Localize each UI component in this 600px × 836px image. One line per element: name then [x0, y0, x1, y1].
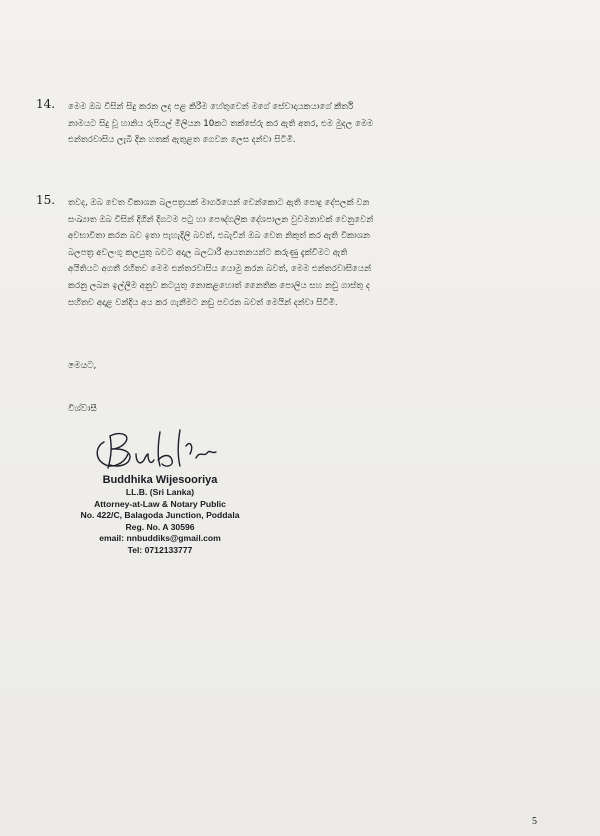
handwritten-signature — [90, 424, 240, 474]
paragraph-15-line-2: සංඛ්‍යාත ඔබ විසින් දිගින් දිගටම පටු හා පෞද්ගලික දේශපාලන වුවමනාවක් වෙනුවෙන් — [68, 214, 374, 225]
page-number: 5 — [532, 816, 537, 827]
signatory-email: email: nnbuddiks@gmail.com — [99, 533, 221, 544]
closing-vishwasi: විශ්වාසී — [68, 404, 97, 414]
closing-meyata: මෙයට, — [68, 361, 97, 371]
signatory-tel: Tel: 0712133777 — [127, 544, 193, 555]
paragraph-14 — [36, 97, 468, 149]
signatory-block — [60, 474, 260, 557]
signatory-title: Attorney-at-Law & Notary Public — [94, 498, 226, 509]
paragraph-15-line-5: අයිතියට අගතී රහිතව මෙම එන්තරවාසිය යොමු කරන බවත්, මෙම එන්තරවාසියෙන් — [68, 264, 372, 275]
paragraph-14-line-1: මෙම ඔබ විසින් සිදු කරන ලද පළ කිරීම හේතුවෙන් මගේ සේවාදායකයාගේ කීර්ති — [68, 102, 354, 112]
paragraph-15 — [36, 193, 468, 311]
paragraph-15-number: 15. — [36, 193, 56, 207]
paragraph-14-line-3: එන්තරවාසිය ලැබී දින හතක් ඇතුළත ගෙවන ලෙස දන්වා සිටිමි. — [68, 135, 296, 146]
signatory-name: Buddhika Wijesooriya — [102, 474, 218, 486]
paragraph-15-line-4: බලපත්‍ර අවලංගු කලයුතු බවට අදාල බලධාරී ආයතනයන්ට කරුණු දැක්වීමට ඇති — [68, 247, 348, 258]
paragraph-15-line-3: අවභාවිතා කරන බව ඉතා පැහැදිලි බවත්, එබැවින් ඔබ වෙත නිකුත් කර ඇති විකාශන — [68, 231, 370, 242]
paragraph-15-line-1: තවද, ඔබ වෙත විකාශන බලපත්‍රයක් මාර්ගයෙන් වෙන්කොට ඇති පොදු දේපලක් වන — [68, 198, 370, 208]
paragraph-14-line-2: නාමයට සිදු වූ හානිය රුපියල් මිලියන 10කට තක්සේරු කර ඇති අතර, එම මුදල මෙම — [68, 118, 374, 129]
signatory-address: No. 422/C, Balagoda Junction, Poddala — [80, 510, 240, 521]
paragraph-15-line-7: සහිතව අදාළ වන්දිය අය කර ගැනීමට නඩු පවරන බවත් මෙයින් දන්වා සිටිමි. — [68, 297, 338, 308]
paragraph-15-line-6: කරනු ලබන ඉල්ලීම අනුව කටයුතු නොකළහොත් නෛතික පොලිය සහ නඩු ගාස්තු ද — [68, 280, 370, 291]
signatory-qualification: LL.B. (Sri Lanka) — [125, 487, 195, 497]
paragraph-14-number: 14. — [36, 97, 56, 111]
signatory-reg-no: Reg. No. A 30596 — [125, 521, 195, 532]
